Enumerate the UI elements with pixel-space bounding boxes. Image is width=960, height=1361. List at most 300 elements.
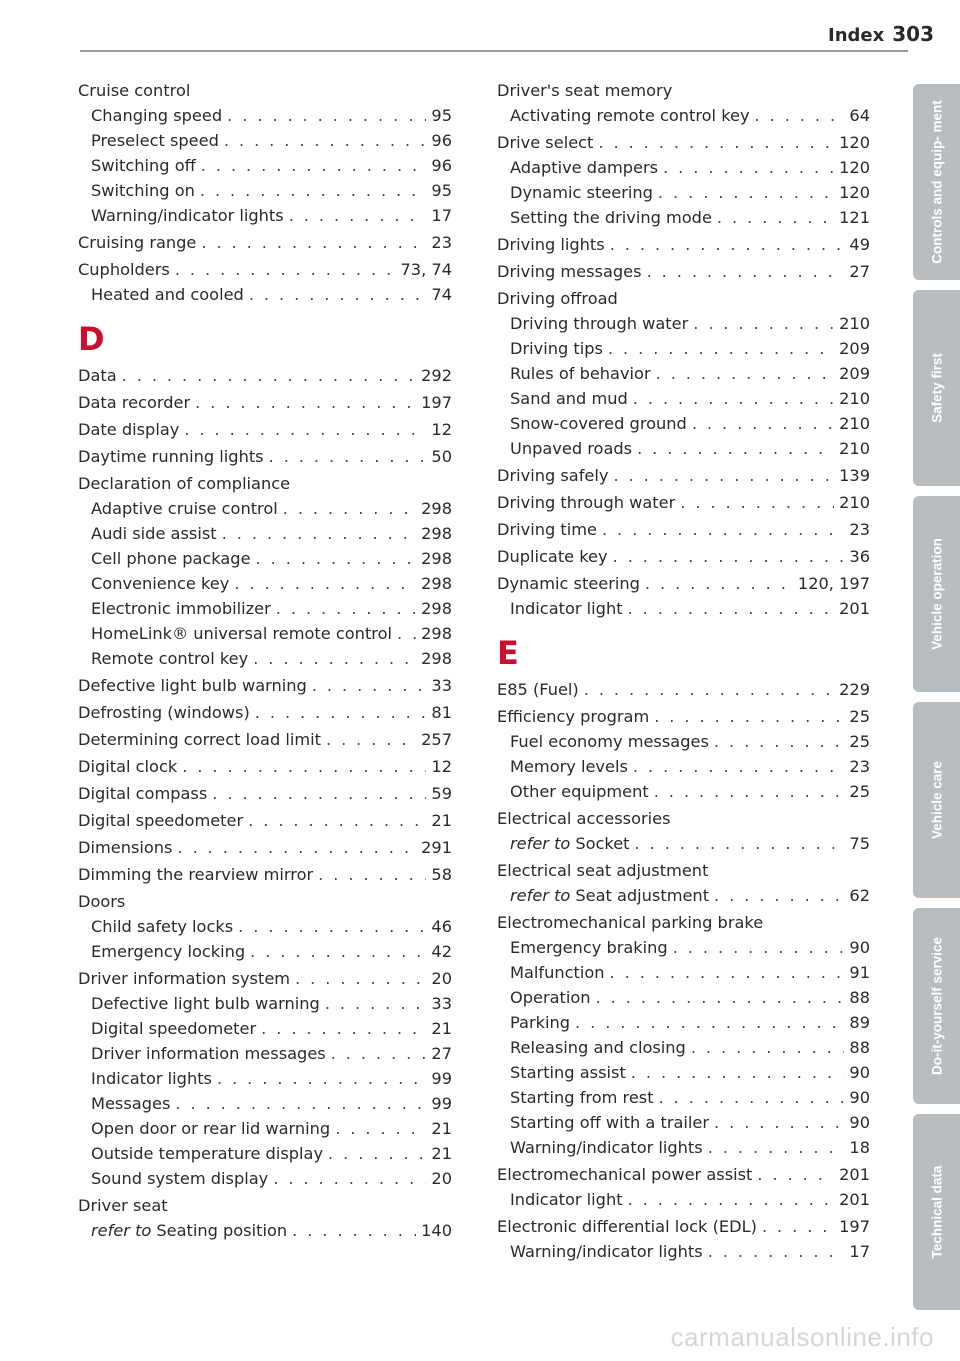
index-entry[interactable] — [497, 205, 870, 230]
index-entry-term: Changing speed — [91, 106, 223, 125]
dot-leader — [201, 153, 427, 178]
index-column-left — [78, 76, 452, 1243]
index-entry-page[interactable]: 120 — [839, 183, 870, 202]
tab-controls-and-equipment[interactable]: Controls and equip- ment — [913, 84, 960, 280]
index-entry-term: Digital clock — [78, 757, 178, 776]
dot-leader — [289, 203, 427, 228]
index-entry-page[interactable]: 210 — [839, 314, 870, 333]
index-entry-term: Electrical accessories — [497, 809, 671, 828]
index-entry-page[interactable]: 210 — [839, 389, 870, 408]
dot-leader — [248, 808, 426, 833]
index-entry-term: Convenience key — [91, 574, 230, 593]
dot-leader — [714, 1110, 844, 1135]
index-entry-page[interactable]: 201 — [839, 599, 870, 618]
dot-leader — [253, 646, 416, 671]
dot-leader — [647, 259, 845, 284]
dot-leader — [224, 128, 427, 153]
page-header — [828, 22, 934, 46]
index-entry-term: Driving through water — [510, 314, 689, 333]
dot-leader — [708, 1135, 845, 1160]
index-entry[interactable] — [78, 1041, 452, 1066]
index-entry-page[interactable]: 46 — [431, 917, 452, 936]
index-entry-term: Dimming the rearview mirror — [78, 865, 314, 884]
index-entry-page[interactable]: 23 — [849, 520, 870, 539]
dot-leader — [325, 991, 427, 1016]
dot-leader — [256, 546, 417, 571]
index-entry[interactable] — [78, 1116, 452, 1141]
index-entry-term: Adaptive cruise control — [91, 499, 278, 518]
index-entry-term: Electrical seat adjustment — [497, 861, 709, 880]
dot-leader — [613, 463, 834, 488]
dot-leader — [659, 1085, 845, 1110]
dot-leader — [217, 1066, 426, 1091]
index-entry[interactable] — [78, 390, 452, 415]
dot-leader — [645, 571, 793, 596]
index-entry-term: Operation — [510, 988, 591, 1007]
index-entry-page[interactable]: 257 — [421, 730, 452, 749]
index-entry[interactable] — [497, 596, 870, 621]
index-entry[interactable] — [497, 517, 870, 542]
index-entry[interactable] — [497, 436, 870, 461]
index-entry-page[interactable]: 298 — [421, 649, 452, 668]
dot-leader — [602, 517, 844, 542]
index-entry-page[interactable]: 62 — [849, 886, 870, 905]
dot-leader — [693, 311, 834, 336]
index-entry-page[interactable]: 121 — [839, 208, 870, 227]
dot-leader — [635, 831, 845, 856]
index-entry[interactable] — [78, 1193, 452, 1218]
index-entry[interactable] — [497, 1060, 870, 1085]
index-entry[interactable] — [497, 779, 870, 804]
index-entry-page[interactable]: 292 — [421, 366, 452, 385]
index-entry-page[interactable]: 75 — [849, 834, 870, 853]
index-entry-term: Messages — [91, 1094, 171, 1113]
index-entry[interactable] — [78, 914, 452, 939]
index-entry-term: Driving time — [497, 520, 597, 539]
index-entry-page[interactable]: 90 — [849, 1063, 870, 1082]
index-entry[interactable] — [78, 521, 452, 546]
index-entry[interactable] — [497, 935, 870, 960]
index-entry[interactable] — [497, 544, 870, 569]
index-entry[interactable] — [78, 496, 452, 521]
index-entry-page[interactable]: 12 — [431, 757, 452, 776]
index-entry-term: Open door or rear lid warning — [91, 1119, 331, 1138]
index-entry-term: Activating remote control key — [510, 106, 750, 125]
index-entry-term: Warning/indicator lights — [510, 1138, 703, 1157]
index-entry-page[interactable]: 23 — [849, 757, 870, 776]
tab-vehicle-care[interactable]: Vehicle care — [913, 702, 960, 898]
index-entry[interactable] — [78, 754, 452, 779]
index-entry[interactable] — [497, 729, 870, 754]
dot-leader — [234, 571, 416, 596]
index-entry-term: Adaptive dampers — [510, 158, 659, 177]
index-entry-term: Driving offroad — [497, 289, 618, 308]
dot-leader — [182, 754, 426, 779]
index-entry-page[interactable]: 50 — [431, 447, 452, 466]
cross-reference-label: refer to — [91, 1221, 152, 1240]
index-entry[interactable] — [497, 806, 870, 831]
dot-leader — [762, 1214, 834, 1239]
index-entry-page[interactable]: 201 — [839, 1165, 870, 1184]
dot-leader — [250, 939, 426, 964]
index-entry-page[interactable]: 20 — [431, 969, 452, 988]
index-entry-page[interactable]: 49 — [849, 235, 870, 254]
index-entry-page[interactable]: 120 — [839, 133, 870, 152]
index-entry-term: Cruise control — [78, 81, 191, 100]
index-entry-term: Warning/indicator lights — [91, 206, 284, 225]
index-entry-page[interactable]: 210 — [839, 439, 870, 458]
index-entry-term: Driving lights — [497, 235, 605, 254]
index-letter-heading: E — [497, 634, 519, 672]
index-column-right — [497, 76, 870, 1264]
index-entry[interactable] — [497, 1035, 870, 1060]
index-entry-page[interactable]: 210 — [839, 414, 870, 433]
index-entry[interactable] — [78, 1091, 452, 1116]
index-entry[interactable] — [497, 985, 870, 1010]
index-entry-page[interactable]: 197 — [839, 1217, 870, 1236]
index-entry-term: Dynamic steering — [497, 574, 640, 593]
index-entry-term: Indicator light — [510, 1190, 623, 1209]
dot-leader — [175, 1091, 426, 1116]
dot-leader — [658, 180, 834, 205]
index-entry-page[interactable]: 96 — [431, 156, 452, 175]
index-entry[interactable] — [497, 180, 870, 205]
index-entry-term: Indicator lights — [91, 1069, 212, 1088]
index-entry-page[interactable]: 74 — [431, 285, 452, 304]
dot-leader — [654, 704, 844, 729]
tab-do-it-yourself-service[interactable]: Do-it-yourself service — [913, 908, 960, 1104]
index-entry-page[interactable]: 27 — [849, 262, 870, 281]
index-entry-term: Cupholders — [78, 260, 170, 279]
index-entry[interactable] — [78, 673, 452, 698]
index-entry[interactable] — [497, 411, 870, 436]
index-entry-page[interactable]: 18 — [849, 1138, 870, 1157]
index-entry-term: Releasing and closing — [510, 1038, 686, 1057]
index-entry[interactable] — [497, 1085, 870, 1110]
index-entry-page[interactable]: 27 — [431, 1044, 452, 1063]
dot-leader — [269, 444, 427, 469]
index-entry[interactable] — [78, 966, 452, 991]
index-entry[interactable] — [497, 78, 870, 103]
dot-leader — [613, 544, 845, 569]
index-entry-term: Starting off with a trailer — [510, 1113, 710, 1132]
index-entry-term: Remote control key — [91, 649, 249, 668]
index-entry-term: Driver information messages — [91, 1044, 326, 1063]
header-rule — [80, 50, 908, 52]
page-number: 303 — [892, 22, 934, 46]
index-entry-page[interactable]: 33 — [431, 676, 452, 695]
index-entry[interactable] — [78, 1141, 452, 1166]
index-entry-term: Data recorder — [78, 393, 191, 412]
index-entry-page[interactable]: 25 — [849, 707, 870, 726]
index-entry-page[interactable]: 298 — [421, 599, 452, 618]
dot-leader — [654, 779, 845, 804]
dot-leader — [273, 1166, 426, 1191]
dot-leader — [292, 1218, 416, 1243]
index-entry-term: Unpaved roads — [510, 439, 633, 458]
index-entry[interactable] — [497, 490, 870, 515]
dot-leader — [335, 1116, 426, 1141]
dot-leader — [755, 103, 845, 128]
index-entry-term: Socket — [575, 834, 630, 853]
index-entry-term: Emergency braking — [510, 938, 668, 957]
index-entry[interactable] — [78, 471, 452, 496]
index-entry[interactable] — [78, 781, 452, 806]
index-entry[interactable] — [497, 361, 870, 386]
index-entry[interactable] — [78, 808, 452, 833]
index-entry[interactable] — [497, 155, 870, 180]
index-entry-term: Malfunction — [510, 963, 605, 982]
index-entry[interactable] — [497, 910, 870, 935]
index-entry-term: Electronic differential lock (EDL) — [497, 1217, 757, 1236]
index-entry-page[interactable]: 90 — [849, 1088, 870, 1107]
index-entry-term: Switching on — [91, 181, 195, 200]
dot-leader — [598, 130, 834, 155]
index-entry-page[interactable]: 21 — [431, 1019, 452, 1038]
index-entry-page[interactable]: 95 — [431, 106, 452, 125]
index-entry-term: Starting from rest — [510, 1088, 654, 1107]
dot-leader — [673, 935, 845, 960]
index-entry[interactable] — [78, 727, 452, 752]
dot-leader — [249, 282, 427, 307]
index-entry[interactable] — [78, 1218, 452, 1243]
dot-leader — [261, 1016, 426, 1041]
index-entry[interactable] — [497, 259, 870, 284]
dot-leader — [328, 1141, 426, 1166]
index-entry[interactable] — [497, 336, 870, 361]
index-entry-page[interactable]: 291 — [421, 838, 452, 857]
index-entry[interactable] — [78, 178, 452, 203]
index-entry[interactable] — [78, 546, 452, 571]
index-entry[interactable] — [497, 1214, 870, 1239]
index-entry[interactable] — [78, 257, 452, 282]
index-entry-term: Driving safely — [497, 466, 609, 485]
index-entry[interactable] — [78, 596, 452, 621]
index-entry-term: Child safety locks — [91, 917, 234, 936]
index-entry[interactable] — [78, 444, 452, 469]
index-entry[interactable] — [497, 883, 870, 908]
index-entry[interactable] — [78, 835, 452, 860]
index-entry-page[interactable]: 64 — [849, 106, 870, 125]
index-entry[interactable] — [497, 1135, 870, 1160]
index-entry-page[interactable]: 88 — [849, 1038, 870, 1057]
index-entry[interactable] — [497, 858, 870, 883]
index-entry-term: Other equipment — [510, 782, 649, 801]
index-entry[interactable] — [78, 282, 452, 307]
index-entry-term: Switching off — [91, 156, 196, 175]
dot-leader — [200, 178, 427, 203]
index-entry-term: Driver information system — [78, 969, 291, 988]
index-entry-term: Memory levels — [510, 757, 628, 776]
index-entry-page[interactable]: 81 — [431, 703, 452, 722]
index-entry-page[interactable]: 298 — [421, 624, 452, 643]
index-entry[interactable] — [78, 363, 452, 388]
index-entry[interactable] — [78, 1016, 452, 1041]
index-entry-term: Digital speedometer — [78, 811, 244, 830]
index-entry[interactable] — [497, 1162, 870, 1187]
index-entry[interactable] — [497, 286, 870, 311]
index-entry-page[interactable]: 73, 74 — [400, 260, 452, 279]
index-entry-term: Efficiency program — [497, 707, 650, 726]
index-entry-page[interactable]: 17 — [849, 1242, 870, 1261]
dot-leader — [222, 521, 416, 546]
dot-leader — [184, 417, 426, 442]
index-entry-page[interactable]: 298 — [421, 549, 452, 568]
index-entry-term: Setting the driving mode — [510, 208, 712, 227]
index-entry-page[interactable]: 36 — [849, 547, 870, 566]
index-entry-term: Driving tips — [510, 339, 603, 358]
index-entry[interactable] — [78, 700, 452, 725]
index-entry[interactable] — [497, 463, 870, 488]
dot-leader — [680, 490, 834, 515]
index-entry[interactable] — [78, 230, 452, 255]
index-entry[interactable] — [78, 128, 452, 153]
index-entry[interactable] — [78, 646, 452, 671]
index-entry[interactable] — [78, 571, 452, 596]
index-entry[interactable] — [497, 831, 870, 856]
dot-leader — [757, 1162, 834, 1187]
index-entry-page[interactable]: 20 — [431, 1169, 452, 1188]
index-entry[interactable] — [497, 571, 870, 596]
index-entry-term: Electromechanical power assist — [497, 1165, 753, 1184]
index-entry-term: Digital speedometer — [91, 1019, 257, 1038]
index-entry-page[interactable]: 12 — [431, 420, 452, 439]
index-entry[interactable] — [497, 386, 870, 411]
index-entry-page[interactable]: 298 — [421, 574, 452, 593]
dot-leader — [175, 257, 396, 282]
index-entry-page[interactable]: 197 — [421, 393, 452, 412]
index-entry-page[interactable]: 91 — [849, 963, 870, 982]
cross-reference-label: refer to — [510, 834, 571, 853]
dot-leader — [717, 205, 834, 230]
dot-leader — [122, 363, 416, 388]
index-entry[interactable] — [497, 1239, 870, 1264]
index-entry[interactable] — [78, 1066, 452, 1091]
index-entry-page[interactable]: 21 — [431, 1119, 452, 1138]
index-entry-page[interactable]: 88 — [849, 988, 870, 1007]
tab-vehicle-operation[interactable]: Vehicle operation — [913, 496, 960, 692]
dot-leader — [628, 1187, 835, 1212]
index-entry[interactable] — [78, 991, 452, 1016]
dot-leader — [608, 336, 834, 361]
index-entry[interactable] — [78, 889, 452, 914]
index-entry-page[interactable]: 298 — [421, 524, 452, 543]
index-entry[interactable] — [78, 862, 452, 887]
index-entry-term: Indicator light — [510, 599, 623, 618]
index-entry-page[interactable]: 201 — [839, 1190, 870, 1209]
index-entry-term: Snow-covered ground — [510, 414, 687, 433]
index-entry[interactable] — [497, 1187, 870, 1212]
index-entry-page[interactable]: 96 — [431, 131, 452, 150]
tab-safety-first[interactable]: Safety first — [913, 290, 960, 486]
dot-leader — [575, 1010, 844, 1035]
index-entry-page[interactable]: 21 — [431, 811, 452, 830]
index-entry-page[interactable]: 23 — [431, 233, 452, 252]
index-entry[interactable] — [497, 677, 870, 702]
index-entry-term: Seating position — [156, 1221, 288, 1240]
index-entry-term: Daytime running lights — [78, 447, 264, 466]
index-entry-page[interactable]: 209 — [839, 364, 870, 383]
index-entry-page[interactable]: 33 — [431, 994, 452, 1013]
index-entry[interactable] — [78, 103, 452, 128]
dot-leader — [610, 960, 845, 985]
index-entry-page[interactable]: 59 — [431, 784, 452, 803]
index-entry-page[interactable]: 298 — [421, 499, 452, 518]
index-entry[interactable] — [78, 939, 452, 964]
index-entry[interactable] — [497, 754, 870, 779]
index-entry-page[interactable]: 17 — [431, 206, 452, 225]
index-entry-term: Defrosting (windows) — [78, 703, 250, 722]
index-entry[interactable] — [497, 1110, 870, 1135]
index-entry[interactable] — [497, 311, 870, 336]
index-entry-term: Defective light bulb warning — [91, 994, 320, 1013]
index-entry-page[interactable]: 25 — [849, 732, 870, 751]
index-entry-term: Driving messages — [497, 262, 642, 281]
dot-leader — [397, 621, 416, 646]
index-entry-page[interactable]: 25 — [849, 782, 870, 801]
index-entry-page[interactable]: 229 — [839, 680, 870, 699]
index-entry[interactable] — [78, 417, 452, 442]
index-entry[interactable] — [497, 232, 870, 257]
index-entry-term: Drive select — [497, 133, 594, 152]
index-entry[interactable] — [78, 621, 452, 646]
index-entry-page[interactable]: 89 — [849, 1013, 870, 1032]
index-entry-page[interactable]: 21 — [431, 1144, 452, 1163]
index-entry-page[interactable]: 90 — [849, 1113, 870, 1132]
index-entry-term: Date display — [78, 420, 180, 439]
tab-technical-data[interactable]: Technical data — [913, 1114, 960, 1310]
index-entry[interactable] — [497, 704, 870, 729]
index-entry-term: Audi side assist — [91, 524, 217, 543]
index-entry-page[interactable]: 99 — [431, 1069, 452, 1088]
dot-leader — [631, 1060, 845, 1085]
index-entry[interactable] — [497, 103, 870, 128]
index-entry-page[interactable]: 210 — [839, 493, 870, 512]
index-entry[interactable] — [78, 1166, 452, 1191]
index-entry-page[interactable]: 120 — [839, 158, 870, 177]
index-entry-term: Cruising range — [78, 233, 197, 252]
index-entry[interactable] — [497, 130, 870, 155]
index-entry-page[interactable]: 95 — [431, 181, 452, 200]
index-entry-page[interactable]: 58 — [431, 865, 452, 884]
index-entry-page[interactable]: 99 — [431, 1094, 452, 1113]
index-entry-term: Driving through water — [497, 493, 676, 512]
index-entry-term: Sound system display — [91, 1169, 269, 1188]
index-entry-page[interactable]: 90 — [849, 938, 870, 957]
index-entry[interactable] — [78, 78, 452, 103]
index-entry-page[interactable]: 120, 197 — [797, 574, 870, 593]
dot-leader — [656, 361, 834, 386]
dot-leader — [584, 677, 834, 702]
dot-leader — [318, 862, 426, 887]
index-entry-page[interactable]: 42 — [431, 942, 452, 961]
index-entry-page[interactable]: 139 — [839, 466, 870, 485]
index-entry[interactable] — [78, 203, 452, 228]
dot-leader — [255, 700, 427, 725]
section-title: Index — [828, 25, 885, 46]
index-entry-term: Emergency locking — [91, 942, 246, 961]
index-entry[interactable] — [78, 153, 452, 178]
index-entry-term: Data — [78, 366, 117, 385]
index-entry-page[interactable]: 209 — [839, 339, 870, 358]
index-entry-page[interactable]: 140 — [421, 1221, 452, 1240]
index-entry[interactable] — [497, 960, 870, 985]
index-entry[interactable] — [497, 1010, 870, 1035]
dot-leader — [610, 232, 845, 257]
index-entry-term: Declaration of compliance — [78, 474, 291, 493]
dot-leader — [312, 673, 427, 698]
index-entry-term: Driver's seat memory — [497, 81, 673, 100]
